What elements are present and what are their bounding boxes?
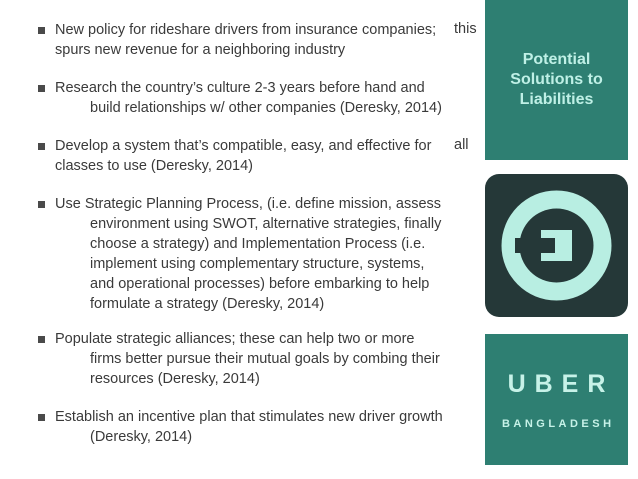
bullet-line: environment using SWOT, alternative strategies, finally [90,216,442,232]
bullet-line: classes to use (Deresky, 2014) [55,158,253,174]
brand-word: UBER [507,370,615,398]
bullet-line: (Deresky, 2014) [90,429,193,445]
bullet-line: choose a strategy) and Implementation Process (i.e. [90,236,426,252]
bullet-line: and operational processes) before embarking to help [90,276,430,292]
bullet-line: Develop a system that’s compatible, easy, and effective for [55,138,432,154]
bullet-marker [38,27,45,34]
panel-title-line: Potential [522,51,591,68]
bullet-line: formulate a strategy (Deresky, 2014) [90,296,325,312]
bullet-line: build relationships w/ other companies (Deresky, 2014) [90,100,442,116]
brand-panel [485,334,628,465]
bullet-line: Use Strategic Planning Process, (i.e. define mission, assess [55,196,442,212]
bullet-line: Populate strategic alliances; these can help two or more [55,331,415,347]
bullet-marker [38,143,45,150]
uber-logo-graphic [485,174,628,317]
uber-logo-icon [485,174,628,317]
bullet-line: Establish an incentive plan that stimulates new driver growth [55,409,443,425]
bullet-marker [38,414,45,421]
bullet-line: implement using complementary structure, systems, [90,256,425,272]
bullet-line: spurs new revenue for a neighboring industry [55,42,346,58]
panel-title-line: Solutions to [510,71,603,88]
bullet-trailing-word: this [454,21,477,37]
solutions-panel [485,0,628,160]
bullet-line: New policy for rideshare drivers from insurance companies; [55,22,437,38]
bullet-trailing-word: all [454,137,469,153]
bullet-marker [38,336,45,343]
bullet-line: firms better pursue their mutual goals by combing their [90,351,440,367]
panel-title [485,50,628,110]
bullet-marker [38,201,45,208]
bullet-line: Research the country’s culture 2-3 years before hand and [55,80,425,96]
brand-subtitle: BANGLADESH [501,418,615,430]
panel-title-line: Liabilities [519,91,594,108]
bullet-line: resources (Deresky, 2014) [90,371,260,387]
bullet-marker [38,85,45,92]
